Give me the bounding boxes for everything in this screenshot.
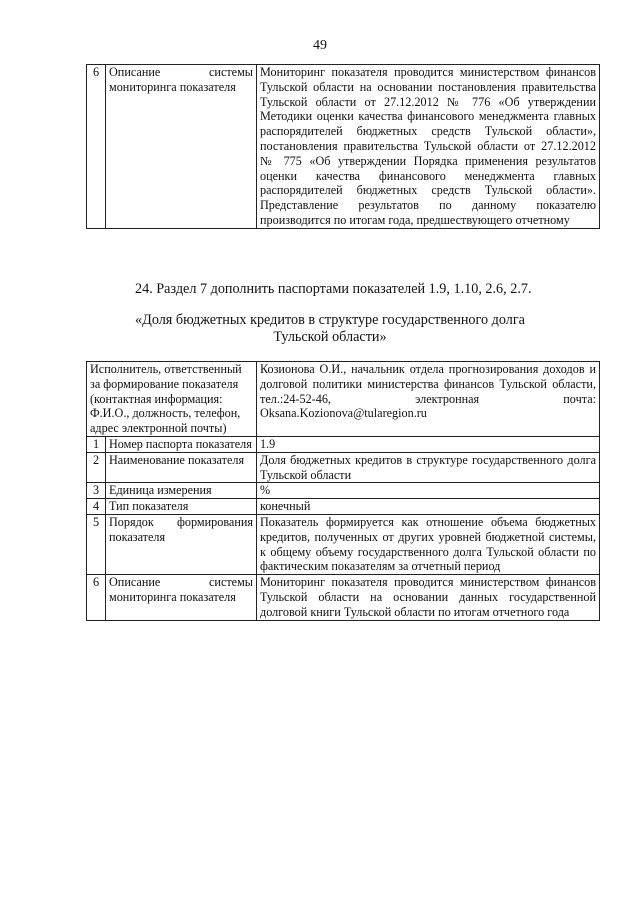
table-row — [87, 452, 600, 483]
row-number: 5 — [87, 514, 106, 574]
executor-value: Козионова О.И., начальник отдела прогнозирования доходов и долговой политики министерства финансов Тульской области, тел.:24-52-46, электронная почта: Oksana.Kozionova@tularegion.ru — [257, 362, 600, 437]
table-row — [87, 514, 600, 574]
row-label — [106, 65, 257, 229]
table-row — [87, 362, 600, 437]
row-label-word2: системы — [209, 65, 253, 79]
row-number: 4 — [87, 499, 106, 515]
row-number: 3 — [87, 483, 106, 499]
row-label: Номер паспорта показателя — [106, 436, 257, 452]
top-table — [86, 64, 600, 229]
table-row — [87, 65, 600, 229]
row-value: 1.9 — [257, 436, 600, 452]
row-content: Мониторинг показателя проводится министерством финансов Тульской области на основании постановления правительства Тульской области от 27.12.2012 № 776 «Об утверждении Методики оценки качества финансового менеджмента главных распорядителей бюджетных средств Тульской области», постановления правительства Тульской области от 27.12.2012 № 775 «Об утверждении Порядка применения результатов оценки качества финансового менеджмента главных распорядителей бюджетных средств Тульской области». Представление результатов по данному показателю производится по итогам года, предшествующего отчетному — [257, 65, 600, 229]
row-value: % — [257, 483, 600, 499]
passport-title: «Доля бюджетных кредитов в структуре государственного долга Тульской области» — [135, 312, 525, 345]
table-row — [87, 499, 600, 515]
executor-label: Исполнитель, ответственный за формирование показателя (контактная информация: Ф.И.О., должность, телефон, адрес электронной почты) — [87, 362, 257, 437]
table-row — [87, 575, 600, 620]
row-value: Доля бюджетных кредитов в структуре государственного долга Тульской области — [257, 452, 600, 483]
row-label: Тип показателя — [106, 499, 257, 515]
row-label: Наименование показателя — [106, 452, 257, 483]
row-number: 2 — [87, 452, 106, 483]
row-value: Показатель формируется как отношение объема бюджетных кредитов, полученных от других уровней бюджетной системы, к общему объему государственного долга Тульской области по фактическим показателям за отчетный период — [257, 514, 600, 574]
row-value: Мониторинг показателя проводится министерством финансов Тульской области на основании данных государственной долговой книги Тульской области по итогам отчетного года — [257, 575, 600, 620]
passport-table — [86, 361, 600, 621]
row-number: 6 — [87, 65, 106, 229]
row-number: 1 — [87, 436, 106, 452]
row-label-word1: Описание — [109, 65, 161, 79]
row-value: конечный — [257, 499, 600, 515]
row-label: Порядок формирования показателя — [106, 514, 257, 574]
row-label-line2: мониторинга показателя — [109, 79, 236, 94]
page-number: 49 — [313, 38, 327, 53]
row-label: Описание системы мониторинга показателя — [106, 575, 257, 620]
row-number: 6 — [87, 575, 106, 620]
row-label: Единица измерения — [106, 483, 257, 499]
section-heading: 24. Раздел 7 дополнить паспортами показателей 1.9, 1.10, 2.6, 2.7. — [135, 281, 532, 297]
table-row — [87, 483, 600, 499]
table-row — [87, 436, 600, 452]
